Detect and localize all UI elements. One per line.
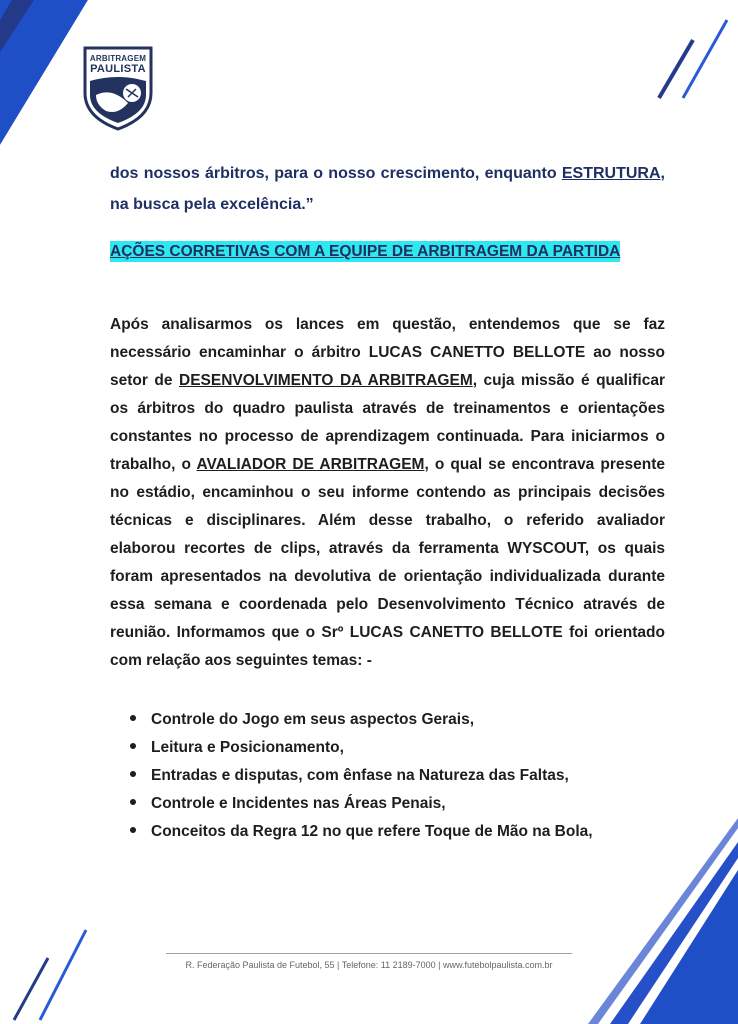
bullet-icon [130, 771, 136, 777]
list-item-text: Entradas e disputas, com ênfase na Natureza das Faltas, [151, 767, 569, 784]
body-text-part-2: , cuja missão é qualificar os árbitros do quadro paulista através de treinamentos e orientações constantes no processo de aprendizagem continuada. Para iniciarmos o trabalho, o [110, 372, 665, 473]
quote-underlined-word: ESTRUTURA [561, 165, 661, 182]
bottom-left-line-2 [40, 930, 86, 1020]
bullet-icon [130, 799, 136, 805]
list-item-text: Controle do Jogo em seus aspectos Gerais, [151, 711, 475, 728]
body-text-part-1: Após analisarmos os lances em questão, entendemos que se faz necessário encaminhar o árbitro LUCAS CANETTO BELLOTE ao nosso setor de [110, 316, 665, 389]
footer-divider [166, 953, 572, 954]
quote-text-end: , na busca pela excelência.” [110, 165, 665, 213]
section-heading-text: AÇÕES CORRETIVAS COM A EQUIPE DE ARBITRAGEM DA PARTIDA [110, 243, 621, 260]
body-text-part-3: , o qual se encontrava presente no estádio, encaminhou o seu informe contendo as principais decisões técnicas e disciplinares. Além desse trabalho, o referido avaliador elaborou recortes de clips, através da ferramenta WYSCOUT, os quais foram apresentados na devolutiva de orientação individualizada durante essa semana e coordenada pelo Desenvolvimento Técnico através de reunião. Informamos que o Srº LUCAS CANETTO BELLOTE foi orientado com relação aos seguintes temas: - [110, 456, 665, 669]
logo-line-1: ARBITRAGEM [89, 54, 147, 63]
quote-text-start: dos nossos árbitros, para o nosso crescimento, enquanto [110, 165, 562, 182]
list-item [130, 734, 593, 762]
top-right-line-2 [683, 20, 727, 98]
quote-paragraph [110, 158, 665, 220]
list-item [130, 762, 593, 790]
bullet-icon [130, 827, 136, 833]
bullet-icon [130, 743, 136, 749]
body-paragraph [110, 311, 665, 675]
topics-list [130, 706, 593, 846]
list-item [130, 790, 593, 818]
list-item [130, 706, 593, 734]
section-heading [110, 243, 620, 261]
list-item-text: Leitura e Posicionamento, [151, 739, 344, 756]
logo-line-2: PAULISTA [90, 63, 146, 75]
bullet-icon [130, 715, 136, 721]
list-item-text: Conceitos da Regra 12 no que refere Toque de Mão na Bola, [151, 823, 593, 840]
body-underlined-2: AVALIADOR DE ARBITRAGEM [196, 456, 425, 473]
arbitragem-paulista-logo [82, 45, 154, 131]
body-underlined-1: DESENVOLVIMENTO DA ARBITRAGEM [179, 372, 473, 389]
list-item [130, 818, 593, 846]
list-item-text: Controle e Incidentes nas Áreas Penais, [151, 795, 446, 812]
footer-contact: R. Federação Paulista de Futebol, 55 | Telefone: 11 2189-7000 | www.futebolpaulista.com.br [185, 960, 553, 970]
quote-block [110, 158, 665, 220]
logo-wordmark [82, 53, 154, 75]
